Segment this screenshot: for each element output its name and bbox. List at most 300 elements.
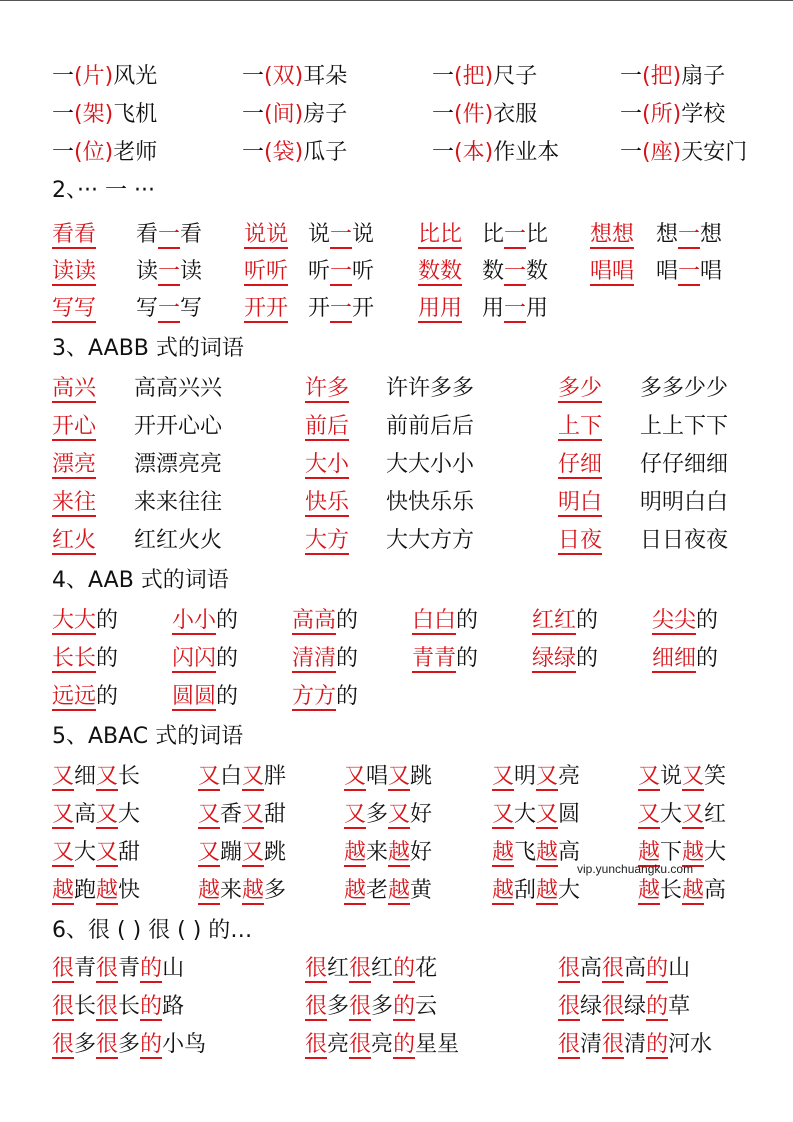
plain-word: 长 [118,994,141,1019]
highlight-word: (位) [74,140,114,165]
highlight-word: 很 [52,1032,75,1057]
abac-word [52,762,140,792]
highlight-word: 又 [242,840,265,865]
highlight-word: 又 [492,802,515,827]
plain-word: 老师 [113,140,158,165]
abac-word [492,762,580,792]
plain-word: 白 [220,764,243,789]
highlight-word: 想想 [590,222,635,247]
highlight-word: 又 [52,802,75,827]
base-word [52,374,96,404]
plain-word: 数 [482,259,505,284]
highlight-word: 细细 [652,646,697,671]
highlight-word: 越 [638,840,661,865]
plain-word: 唱 [656,259,679,284]
plain-word: 跑 [74,878,97,903]
abac-word [52,800,140,830]
highlight-word: 多少 [558,376,603,401]
aabb-word [386,488,474,518]
highlight-word: 越 [344,878,367,903]
highlight-word: 又 [198,840,221,865]
plain-word: 多 [264,878,287,903]
plain-word: 清 [580,1032,603,1057]
plain-word: 快 [118,878,141,903]
plain-word: 老 [366,878,389,903]
abac-word [344,876,432,906]
plain-word: 的 [216,608,239,633]
plain-word: 看 [180,222,203,247]
highlight-word: 一 [504,259,527,284]
highlight-word: 一 [158,296,181,321]
highlight-word: 越 [536,840,559,865]
highlight-word: 又 [638,802,661,827]
hen-phrase [305,992,437,1022]
plain-word: 开开心心 [134,414,223,439]
highlight-word: 的 [646,994,669,1019]
plain-word: 红 [704,802,727,827]
plain-word: 长 [660,878,683,903]
highlight-word: 越 [492,878,515,903]
plain-word: 好 [410,802,433,827]
highlight-word: 方方 [292,684,337,709]
plain-word: 高 [580,956,603,981]
highlight-word: 大方 [305,528,350,553]
section-5-title: 5、ABAC 式的词语 [52,724,244,749]
plain-word: 河水 [668,1032,713,1057]
plain-word: 胖 [264,764,287,789]
plain-word: 清 [624,1032,647,1057]
plain-word: 的 [696,608,719,633]
highlight-word: 仔细 [558,452,603,477]
aabb-row [0,450,793,488]
highlight-word: 许多 [305,376,350,401]
highlight-word: (片) [74,64,114,89]
plain-word: 多 [366,802,389,827]
section-6-title: 6、很 ( ) 很 ( ) 的… [52,918,253,943]
plain-word: 作业本 [493,140,560,165]
measure-word-row [0,100,793,138]
highlight-word: 的 [646,956,669,981]
plain-word: 高 [74,802,97,827]
highlight-word: 大大 [52,608,97,633]
aabb-row [0,488,793,526]
plain-word: 上上下下 [640,414,729,439]
plain-word: 看 [136,222,159,247]
highlight-word: 绿绿 [532,646,577,671]
plain-word: 漂漂亮亮 [134,452,223,477]
base-word [558,526,602,556]
abac-word [52,876,140,906]
abac-word [198,876,286,906]
plain-word: 日日夜夜 [640,528,729,553]
aab-word [52,682,118,712]
highlight-word: 又 [682,802,705,827]
highlight-word: 很 [96,994,119,1019]
highlight-word: (把) [454,64,494,89]
highlight-word: 一 [678,259,701,284]
plain-word: 长 [74,994,97,1019]
hen-phrase [305,954,437,984]
plain-word: 尺子 [493,64,538,89]
aabb-word [134,526,222,556]
aabb-word [386,450,474,480]
highlight-word: 高高 [292,608,337,633]
abac-row [0,800,793,838]
highlight-word: 一 [504,222,527,247]
aab-word [172,606,238,636]
aabb-word [134,412,222,442]
plain-word: 的 [96,646,119,671]
abac-row [0,876,793,914]
plain-word: 大 [660,802,683,827]
plain-word: 高 [558,840,581,865]
highlight-word: 又 [536,802,559,827]
plain-word: 唱 [366,764,389,789]
plain-word: 大大方方 [386,528,475,553]
highlight-word: (架) [74,102,114,127]
plain-word: 高 [704,878,727,903]
highlight-word: 的 [140,956,163,981]
aabb-word [134,374,222,404]
reduplicated-word [244,294,288,324]
plain-word: 读 [136,259,159,284]
plain-word: 甜 [118,840,141,865]
highlight-word: 又 [96,802,119,827]
base-word [52,450,96,480]
base-word [305,450,349,480]
plain-word: 亮 [371,1032,394,1057]
base-word [305,488,349,518]
aab-row [0,682,793,720]
abac-word [52,838,140,868]
aabb-word [640,412,728,442]
highlight-word: 的 [140,1032,163,1057]
base-word [558,374,602,404]
plain-word: 一 [620,64,643,89]
highlight-word: 又 [242,764,265,789]
highlight-word: 越 [198,878,221,903]
highlight-word: 用用 [418,296,463,321]
aabb-word [134,450,222,480]
plain-word: 大 [704,840,727,865]
plain-word: 黄 [410,878,433,903]
plain-word: 高 [624,956,647,981]
highlight-word: 很 [96,1032,119,1057]
plain-word: 多 [371,994,394,1019]
aab-word [172,682,238,712]
highlight-word: 很 [305,956,328,981]
highlight-word: 白白 [412,608,457,633]
highlight-word: 很 [52,994,75,1019]
verb-yi-verb [136,220,202,250]
highlight-word: 很 [602,994,625,1019]
abac-word [638,876,726,906]
highlight-word: 很 [558,1032,581,1057]
plain-word: 比 [526,222,549,247]
highlight-word: 尖尖 [652,608,697,633]
plain-word: 路 [162,994,185,1019]
hen-phrase [52,1030,206,1060]
highlight-word: (座) [642,140,682,165]
aabb-word [134,488,222,518]
plain-word: 用 [526,296,549,321]
plain-word: 甜 [264,802,287,827]
base-word [52,488,96,518]
plain-word: 快快乐乐 [386,490,475,515]
verb-yi-verb [308,294,374,324]
hen-phrase [52,954,184,984]
plain-word: 一 [242,64,265,89]
highlight-word: 远远 [52,684,97,709]
highlight-word: 越 [344,840,367,865]
reduplication-row [0,257,793,295]
plain-word: 刮 [514,878,537,903]
plain-word: 细 [74,764,97,789]
verb-yi-verb [656,257,722,287]
highlight-word: 前后 [305,414,350,439]
highlight-word: 的 [393,956,416,981]
highlight-word: 一 [158,222,181,247]
highlight-word: 越 [388,840,411,865]
measure-word-item [242,62,347,92]
aabb-word [386,374,474,404]
verb-yi-verb [308,257,374,287]
plain-word: 来 [366,840,389,865]
reduplication-row [0,294,793,332]
base-word [558,412,602,442]
highlight-word: 又 [96,840,119,865]
highlight-word: 一 [678,222,701,247]
verb-yi-verb [482,294,548,324]
plain-word: 的 [696,646,719,671]
hen-phrase-row [0,954,793,992]
highlight-word: (本) [454,140,494,165]
abac-word [638,762,726,792]
plain-word: 房子 [303,102,348,127]
measure-word-item [432,62,537,92]
plain-word: 一 [242,140,265,165]
hen-phrase [52,992,184,1022]
measure-word-item [52,100,157,130]
highlight-word: 一 [158,259,181,284]
highlight-word: 漂亮 [52,452,97,477]
abac-word [638,800,726,830]
highlight-word: 清清 [292,646,337,671]
plain-word: 写 [136,296,159,321]
plain-word: 跳 [410,764,433,789]
plain-word: 说 [660,764,683,789]
plain-word: 下 [660,840,683,865]
highlight-word: (袋) [264,140,304,165]
highlight-word: 一 [504,296,527,321]
plain-word: 多 [118,1032,141,1057]
highlight-word: 写写 [52,296,97,321]
highlight-word: 开心 [52,414,97,439]
measure-word-item [620,138,747,168]
base-word [305,374,349,404]
plain-word: 山 [668,956,691,981]
plain-word: 小鸟 [162,1032,207,1057]
plain-word: 耳朵 [303,64,348,89]
plain-word: 开 [352,296,375,321]
verb-yi-verb [136,257,202,287]
plain-word: 的 [336,646,359,671]
plain-word: 飞 [514,840,537,865]
highlight-word: 数数 [418,259,463,284]
plain-word: 蹦 [220,840,243,865]
highlight-word: (间) [264,102,304,127]
aabb-row [0,412,793,450]
plain-word: 一 [52,102,75,127]
measure-word-row [0,62,793,100]
highlight-word: 越 [52,878,75,903]
plain-word: 星星 [415,1032,460,1057]
reduplicated-word [52,220,96,250]
plain-word: 听 [352,259,375,284]
plain-word: 圆 [558,802,581,827]
highlight-word: 又 [52,764,75,789]
highlight-word: 又 [96,764,119,789]
highlight-word: 一 [330,296,353,321]
aabb-row [0,526,793,564]
plain-word: 的 [576,608,599,633]
aab-row [0,606,793,644]
highlight-word: 又 [344,764,367,789]
plain-word: 红红火火 [134,528,223,553]
plain-word: 的 [96,608,119,633]
plain-word: 绿 [624,994,647,1019]
highlight-word: 长长 [52,646,97,671]
highlight-word: 很 [305,994,328,1019]
plain-word: 云 [415,994,438,1019]
hen-phrase-row [0,992,793,1030]
plain-word: 的 [576,646,599,671]
plain-word: 明明白白 [640,490,729,515]
plain-word: 亮 [327,1032,350,1057]
plain-word: 许许多多 [386,376,475,401]
plain-word: 风光 [113,64,158,89]
plain-word: 多 [327,994,350,1019]
plain-word: 听 [308,259,331,284]
aabb-word [640,374,728,404]
plain-word: 的 [96,684,119,709]
highlight-word: 又 [198,764,221,789]
highlight-word: 又 [638,764,661,789]
plain-word: 唱 [700,259,723,284]
highlight-word: 高兴 [52,376,97,401]
highlight-word: 很 [602,956,625,981]
abac-word [492,800,580,830]
reduplicated-word [418,220,462,250]
plain-word: 大大小小 [386,452,475,477]
plain-word: 开 [308,296,331,321]
plain-word: 一 [620,102,643,127]
aab-word [532,644,598,674]
plain-word: 高高兴兴 [134,376,223,401]
section-4-title: 4、AAB 式的词语 [52,568,229,593]
plain-word: 的 [336,684,359,709]
highlight-word: 来往 [52,490,97,515]
aab-word [652,644,718,674]
highlight-word: 很 [349,956,372,981]
highlight-word: 唱唱 [590,259,635,284]
plain-word: 读 [180,259,203,284]
plain-word: 青 [118,956,141,981]
plain-word: 一 [432,64,455,89]
plain-word: 的 [456,646,479,671]
highlight-word: 的 [140,994,163,1019]
highlight-word: 越 [536,878,559,903]
plain-word: 香 [220,802,243,827]
highlight-word: (件) [454,102,494,127]
highlight-word: 越 [492,840,515,865]
plain-word: 大 [74,840,97,865]
measure-word-row [0,138,793,176]
plain-word: 红 [327,956,350,981]
watermark: vip.yunchuangku.com [577,862,694,876]
aabb-word [640,450,728,480]
plain-word: 多多少少 [640,376,729,401]
highlight-word: 很 [96,956,119,981]
plain-word: 的 [216,684,239,709]
highlight-word: 闪闪 [172,646,217,671]
measure-word-item [432,138,559,168]
highlight-word: 又 [52,840,75,865]
measure-word-item [242,100,347,130]
highlight-word: 开开 [244,296,289,321]
section-2-title: 2、··· 一 ··· [52,178,155,203]
verb-yi-verb [136,294,202,324]
reduplicated-word [244,257,288,287]
highlight-word: 明白 [558,490,603,515]
plain-word: 想 [700,222,723,247]
measure-word-item [52,138,157,168]
plain-word: 笑 [704,764,727,789]
plain-word: 一 [620,140,643,165]
plain-word: 长 [118,764,141,789]
plain-word: 的 [336,608,359,633]
plain-word: 大 [514,802,537,827]
verb-yi-verb [308,220,374,250]
highlight-word: 看看 [52,222,97,247]
highlight-word: 红火 [52,528,97,553]
highlight-word: 快乐 [305,490,350,515]
measure-word-item [620,62,725,92]
highlight-word: 越 [388,878,411,903]
aabb-word [640,488,728,518]
aabb-word [386,412,474,442]
aab-word [412,644,478,674]
plain-word: 大 [558,878,581,903]
highlight-word: 又 [344,802,367,827]
abac-word [198,838,286,868]
plain-word: 数 [526,259,549,284]
plain-word: 好 [410,840,433,865]
highlight-word: 又 [388,764,411,789]
highlight-word: 又 [492,764,515,789]
hen-phrase [558,954,690,984]
plain-word: 山 [162,956,185,981]
highlight-word: 越 [638,878,661,903]
reduplication-row [0,220,793,258]
aab-word [172,644,238,674]
highlight-word: 比比 [418,222,463,247]
measure-word-item [620,100,725,130]
aab-word [412,606,478,636]
aabb-word [640,526,728,556]
plain-word: 亮 [558,764,581,789]
abac-row [0,762,793,800]
